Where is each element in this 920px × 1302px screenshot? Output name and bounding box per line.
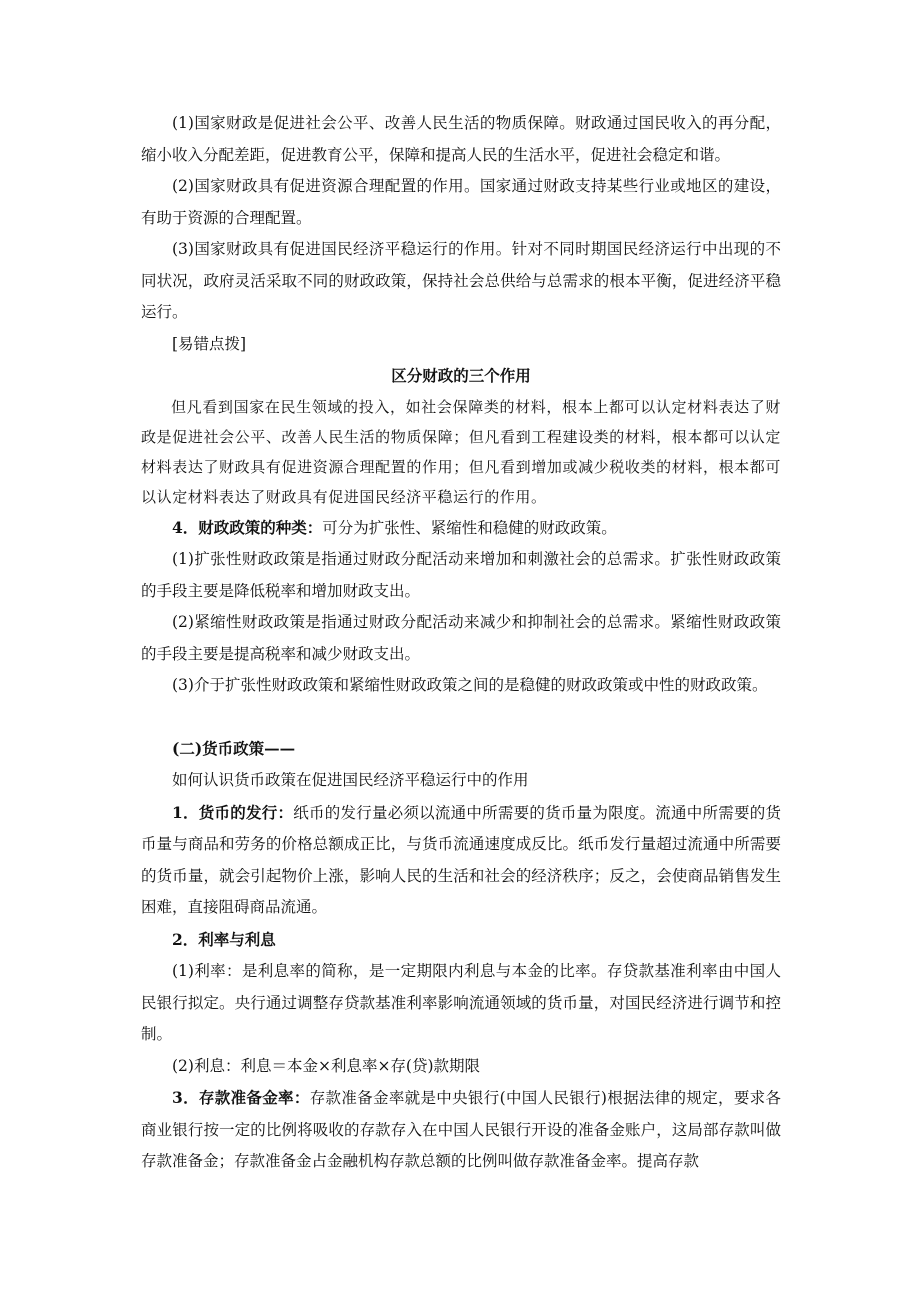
finance-role-3: (3)国家财政具有促进国民经济平稳运行的作用。针对不同时期国民经济运行中出现的不同状况，政府灵活采取不同的财政政策，保持社会总供给与总需求的根本平衡，促进经济平稳运行。 [141, 240, 781, 321]
tip-body: 但凡看到国家在民生领域的投入，如社会保障类的材料，根本上都可以认定材料表达了财政是促进社会公平、改善人民生活的物质保障；但凡看到工程建设类的材料，根本都可以认定材料表达了财政具有促进资源合理配置的作用；但凡看到增加或减少税收类的材料，根本都可以认定材料表达了财政具有促进国民经济平稳运行的作用。 [141, 397, 781, 506]
interest-heading [141, 924, 781, 957]
fiscal-policy-types [141, 512, 781, 545]
monetary-section-title-text: (二)货币政策—— [172, 738, 296, 758]
monetary-section-title [141, 733, 781, 766]
document-content [141, 108, 781, 1178]
currency-issue-heading: 1．货币的发行： [172, 802, 294, 822]
tip-title: 区分财政的三个作用 [391, 366, 531, 385]
section-spacer [141, 702, 781, 733]
fiscal-policy-item-1: (1)扩张性财政政策是指通过财政分配活动来增加和刺激社会的总需求。扩张性财政政策的手段主要是降低税率和增加财政支出。 [141, 550, 781, 600]
interest-heading-text: 2．利率与利息 [172, 929, 276, 949]
finance-role-2: (2)国家财政具有促进资源合理配置的作用。国家通过财政支持某些行业或地区的建设，有助于资源的合理配置。 [141, 177, 781, 227]
interest-paragraph: (2)利息：利息＝本金×利息率×存(贷)款期限 [172, 1056, 481, 1075]
tip-label: [易错点拨] [172, 334, 247, 353]
interest-rate-paragraph: (1)利率：是利息率的简称，是一定期限内利息与本金的比率。存贷款基准利率由中国人民银行拟定。央行通过调整存贷款基准利率影响流通领域的货币量，对国民经济进行调节和控制。 [141, 962, 781, 1043]
fiscal-policy-heading: 4．财政政策的种类： [172, 517, 323, 537]
reserve-ratio-body: 存款准备金率就是中央银行(中国人民银行)根据法律的规定，要求各商业银行按一定的比例将吸收的存款存入在中国人民银行开设的准备金账户，这局部存款叫做存款准备金；存款准备金占金融机构存款总额的比例叫做存款准备金率。提高存款 [141, 1089, 781, 1170]
fiscal-policy-item-3: (3)介于扩张性财政政策和紧缩性财政政策之间的是稳健的财政政策或中性的财政政策。 [172, 676, 768, 694]
monetary-section-subtitle: 如何认识货币政策在促进国民经济平稳运行中的作用 [172, 771, 529, 789]
reserve-ratio [141, 1082, 781, 1178]
fiscal-policy-heading-rest: 可分为扩张性、紧缩性和稳健的财政政策。 [322, 518, 617, 537]
currency-issue [141, 797, 781, 924]
fiscal-policy-item-2: (2)紧缩性财政政策是指通过财政分配活动来减少和抑制社会的总需求。紧缩性财政政策的手段主要是提高税率和减少财政支出。 [141, 613, 781, 663]
finance-role-1: (1)国家财政是促进社会公平、改善人民生活的物质保障。财政通过国民收入的再分配，缩小收入分配差距，促进教育公平，保障和提高人民的生活水平，促进社会稳定和谐。 [141, 114, 781, 164]
currency-issue-body: 纸币的发行量必须以流通中所需要的货币量为限度。流通中所需要的货币量与商品和劳务的价格总额成正比，与货币流通速度成反比。纸币发行量超过流通中所需要的货币量，就会引起物价上涨，影响人民的生活和社会的经济秩序；反之，会使商品销售发生困难，直接阻碍商品流通。 [141, 803, 781, 916]
reserve-ratio-heading: 3．存款准备金率： [172, 1088, 310, 1107]
